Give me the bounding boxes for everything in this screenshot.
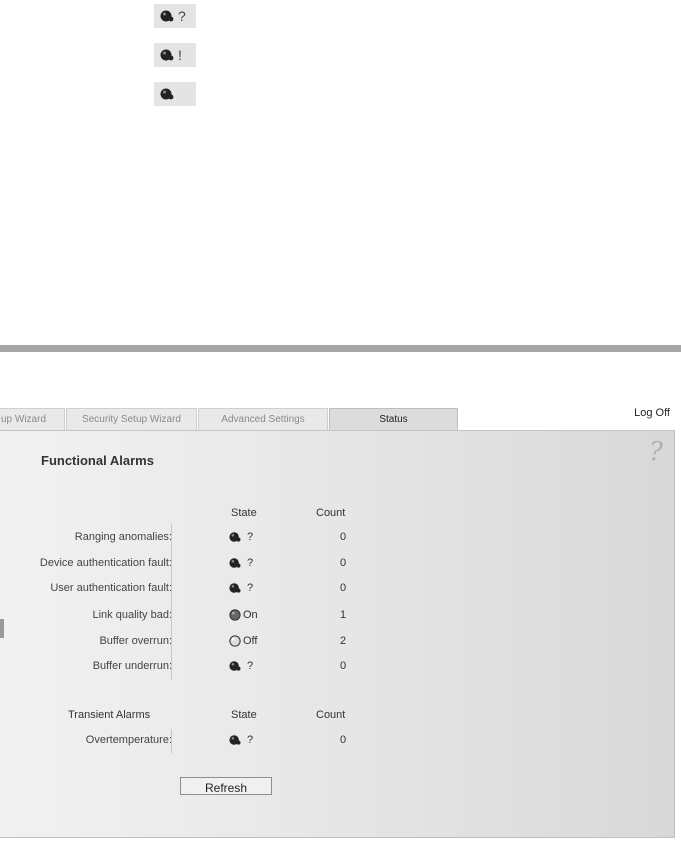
alarm-unknown-icon [229, 582, 241, 594]
alarm-label: Buffer underrun: [92, 660, 172, 672]
alarm-count: 0 [340, 734, 347, 746]
section-divider [0, 345, 681, 352]
status-unknown-icon [160, 9, 174, 23]
legend-symbol: ! [178, 47, 182, 63]
legend-item [154, 82, 196, 106]
alarm-state: ? [229, 582, 253, 594]
state-column-header: State [231, 507, 257, 519]
tab-setup-wizard[interactable]: up Wizard [0, 408, 65, 430]
alarm-state: ? [229, 557, 253, 569]
alarm-unknown-icon [229, 531, 241, 543]
alarm-label: User authentication fault: [50, 582, 172, 594]
alarm-count: 1 [340, 609, 347, 621]
logoff-link[interactable]: Log Off [634, 407, 670, 419]
alarm-state: ? [229, 531, 253, 543]
transient-alarms-heading: Transient Alarms [68, 709, 151, 721]
status-panel [0, 430, 675, 838]
count-column-header: Count [316, 507, 346, 519]
alarm-state: ? [229, 660, 253, 672]
count-column-header: Count [316, 709, 346, 721]
alarm-count: 0 [340, 660, 347, 672]
refresh-button[interactable]: Refresh [180, 777, 272, 795]
alarm-label: Overtemperature: [85, 734, 172, 746]
alarm-count: 0 [340, 531, 347, 543]
legend-symbol: ? [178, 8, 186, 24]
status-warning-icon [160, 48, 174, 62]
alarm-state: On [229, 609, 258, 621]
tab-advanced-settings[interactable]: Advanced Settings [198, 408, 328, 430]
tab-status[interactable]: Status [329, 408, 458, 431]
alarm-label: Link quality bad: [92, 609, 172, 621]
state-column-header: State [231, 709, 257, 721]
alarm-count: 2 [340, 635, 347, 647]
alarm-count: 0 [340, 557, 347, 569]
alarm-off-icon [229, 635, 241, 647]
alarm-state: Off [229, 635, 257, 647]
column-separator [171, 524, 172, 680]
tab-security-setup-wizard[interactable]: Security Setup Wizard [66, 408, 197, 430]
scroll-handle[interactable] [0, 619, 4, 638]
page-title: Functional Alarms [41, 453, 154, 468]
alarm-unknown-icon [229, 660, 241, 672]
alarm-label: Buffer overrun: [99, 635, 172, 647]
alarm-count: 0 [340, 582, 347, 594]
status-blank-icon [160, 87, 174, 101]
help-icon[interactable]: ? [649, 437, 663, 467]
alarm-state: ? [229, 734, 253, 746]
legend-item [154, 4, 196, 28]
alarm-unknown-icon [229, 734, 241, 746]
alarm-unknown-icon [229, 557, 241, 569]
alarm-label: Ranging anomalies: [74, 531, 172, 543]
alarm-on-icon [229, 609, 241, 621]
legend-item [154, 43, 196, 67]
alarm-label: Device authentication fault: [39, 557, 172, 569]
